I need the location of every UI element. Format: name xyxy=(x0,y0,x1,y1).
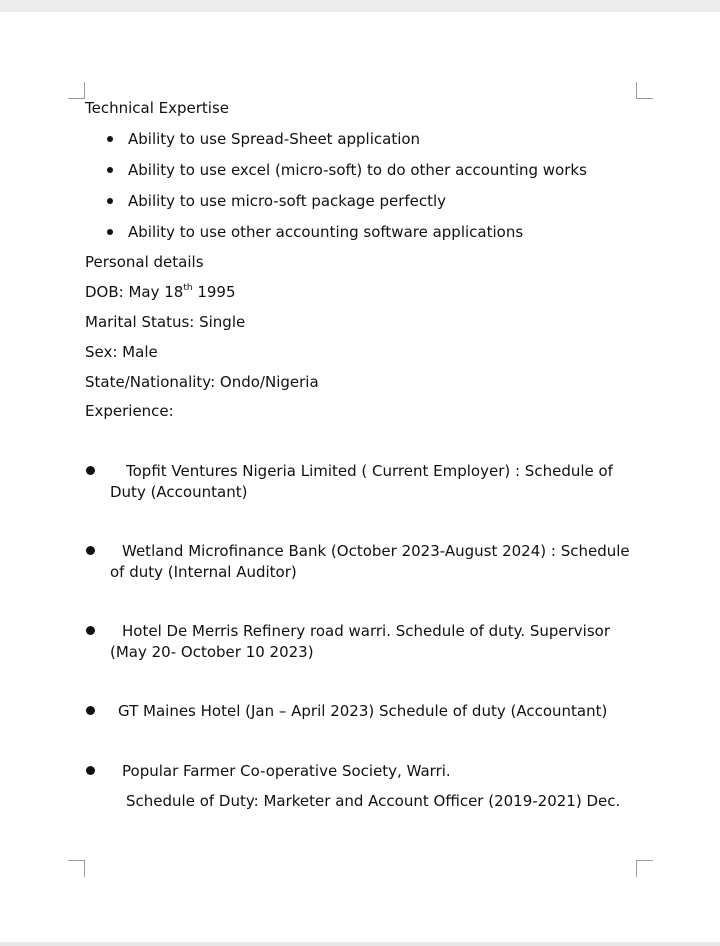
bullet-icon xyxy=(86,626,95,635)
bullet-icon xyxy=(107,229,113,235)
dob-ordinal: th xyxy=(183,283,193,293)
technical-item: Ability to use excel (micro-soft) to do other accounting works xyxy=(128,161,587,179)
bullet-icon xyxy=(86,766,95,775)
experience-item-line1: Topfit Ventures Nigeria Limited ( Current Employer) : Schedule of xyxy=(126,462,613,480)
document-page xyxy=(0,12,720,942)
experience-item-line1: Wetland Microfinance Bank (October 2023-August 2024) : Schedule xyxy=(122,542,630,560)
dob-year: 1995 xyxy=(192,283,236,301)
marital-status: Marital Status: Single xyxy=(85,313,246,331)
dob-line xyxy=(85,282,236,302)
personal-heading: Personal details xyxy=(85,253,204,271)
state-nationality: State/Nationality: Ondo/Nigeria xyxy=(85,373,319,391)
margin-mark-top-right xyxy=(636,82,653,99)
experience-item-line2: Duty (Accountant) xyxy=(110,483,248,501)
technical-item: Ability to use other accounting software applications xyxy=(128,223,524,241)
experience-item-line2: (May 20- October 10 2023) xyxy=(110,643,314,661)
bullet-icon xyxy=(86,466,95,475)
experience-heading: Experience: xyxy=(85,402,174,420)
experience-item-line2: of duty (Internal Auditor) xyxy=(110,563,297,581)
technical-heading: Technical Expertise xyxy=(85,99,230,117)
technical-item: Ability to use micro-soft package perfectly xyxy=(128,192,447,210)
dob-prefix: DOB: May 18 xyxy=(85,283,184,301)
technical-item: Ability to use Spread-Sheet application xyxy=(128,130,421,148)
margin-mark-bottom-right xyxy=(636,860,653,877)
margin-mark-top-left xyxy=(68,82,85,99)
bullet-icon xyxy=(107,167,113,173)
experience-item-line1: GT Maines Hotel (Jan – April 2023) Schedule of duty (Accountant) xyxy=(118,702,608,720)
experience-item-line1: Hotel De Merris Refinery road warri. Schedule of duty. Supervisor xyxy=(122,622,610,640)
bullet-icon xyxy=(86,706,95,715)
bullet-icon xyxy=(86,546,95,555)
experience-item-line2: Schedule of Duty: Marketer and Account Officer (2019-2021) Dec. xyxy=(126,792,621,810)
sex: Sex: Male xyxy=(85,343,158,361)
margin-mark-bottom-left xyxy=(68,860,85,877)
bullet-icon xyxy=(107,198,113,204)
bullet-icon xyxy=(107,136,113,142)
viewer-top-strip xyxy=(0,0,720,12)
experience-item-line1: Popular Farmer Co-operative Society, Warri. xyxy=(122,762,451,780)
